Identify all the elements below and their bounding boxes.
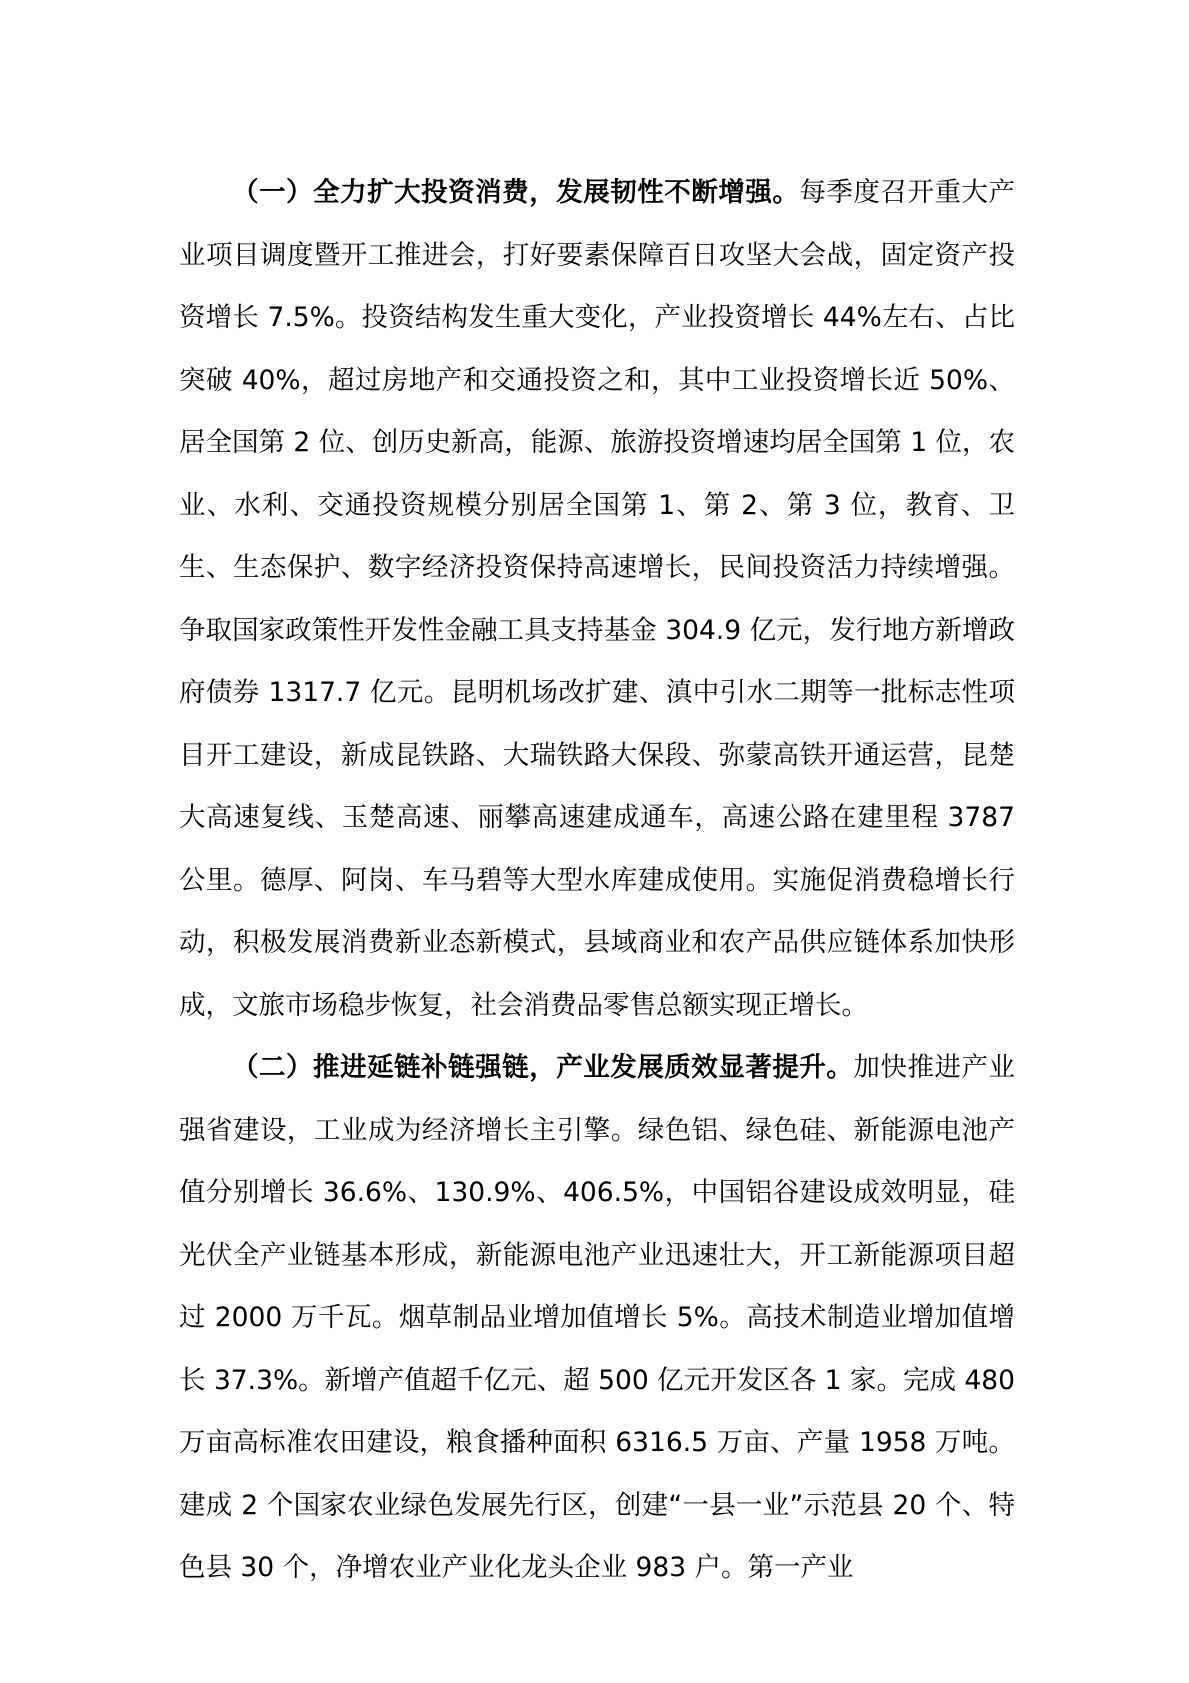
paragraph-industry-chain <box>179 1037 1015 1600</box>
paragraph-text: 加快推进产业强省建设，工业成为经济增长主引擎。绿色铝、绿色硅、新能源电池产值分别增长 36.6%、130.9%、406.5%，中国铝谷建设成效明显，硅光伏全产业链基本形成，新能源电池产业迅速壮大，开工新能源项目超过 2000 万千瓦。烟草制品业增加值增长 5%。高技术制造业增加值增长 37.3%。新增产值超千亿元、超 500 亿元开发区各 1 家。完成 480 万亩高标准农田建设，粮食播种面积 6316.5 万亩、产量 1958 万吨。建成 2 个国家农业绿色发展先行区，创建“一县一业”示范县 20 个、特色县 30 个，净增农业产业化龙头企业 983 户。第一产业 <box>179 1052 1016 1583</box>
paragraph-heading: （二）推进延链补链强链，产业发展质效显著提升。 <box>232 1052 854 1083</box>
document-body <box>179 162 1015 1600</box>
paragraph-investment-consumption <box>179 162 1015 1037</box>
paragraph-text: 每季度召开重大产业项目调度暨开工推进会，打好要素保障百日攻坚大会战，固定资产投资增长 7.5%。投资结构发生重大变化，产业投资增长 44%左右、占比突破 40%，超过房地产和交通投资之和，其中工业投资增长近 50%、居全国第 2 位、创历史新高，能源、旅游投资增速均居全国第 1 位，农业、水利、交通投资规模分别居全国第 1、第 2、第 3 位，教育、卫生、生态保护、数字经济投资保持高速增长，民间投资活力持续增强。争取国家政策性开发性金融工具支持基金 304.9 亿元，发行地方新增政府债券 1317.7 亿元。昆明机场改扩建、滇中引水二期等一批标志性项目开工建设，新成昆铁路、大瑞铁路大保段、弥蒙高铁开通运营，昆楚大高速复线、玉楚高速、丽攀高速建成通车，高速公路在建里程 3787 公里。德厚、阿岗、车马碧等大型水库建成使用。实施促消费稳增长行动，积极发展消费新业态新模式，县域商业和农产品供应链体系加快形成，文旅市场稳步恢复，社会消费品零售总额实现正增长。 <box>179 177 1015 1021</box>
paragraph-heading: （一）全力扩大投资消费，发展韧性不断增强。 <box>232 177 800 208</box>
